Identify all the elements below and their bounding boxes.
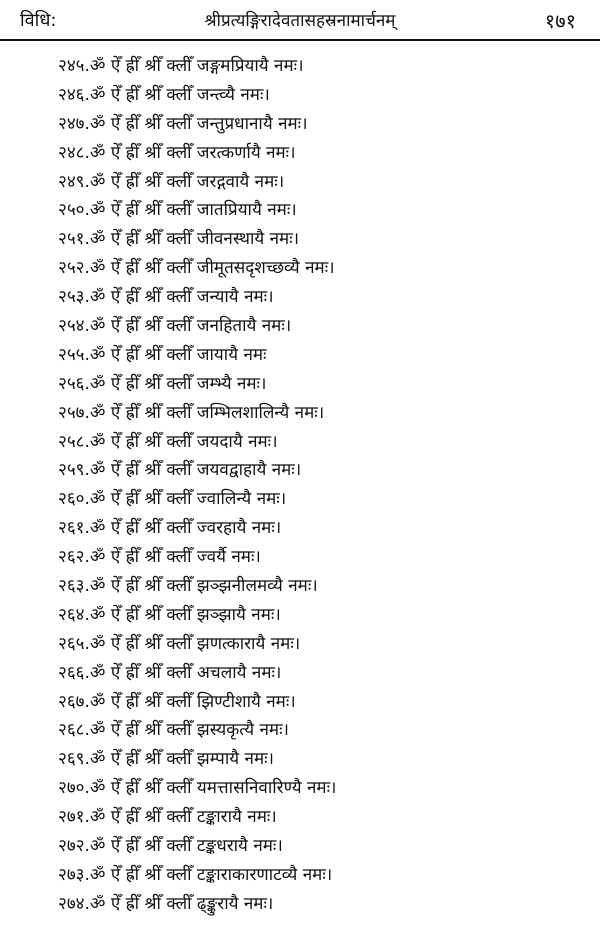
mantra-line: २५०.ॐ ऐँ ह्रीँ श्रीँ क्लीँ जातप्रियायै नमः। xyxy=(58,200,297,221)
mantra-line: २५९.ॐ ऐँ ह्रीँ श्रीँ क्लीँ जयवद्वाहायै नमः। xyxy=(58,460,302,481)
page-header xyxy=(0,0,600,40)
mantra-line: २५४.ॐ ऐँ ह्रीँ श्रीँ क्लीँ जनहितायै नमः। xyxy=(58,316,292,337)
mantra-line: २७०.ॐ ऐँ ह्रीँ श्रीँ क्लीँ यमत्तासनिवारिण्यै नमः। xyxy=(58,778,337,799)
mantra-line: २६०.ॐ ऐँ ह्रीँ श्रीँ क्लीँ ज्वालिन्यै नमः। xyxy=(58,489,287,510)
header-section-label: विधि: xyxy=(20,10,57,31)
mantra-line: २६६.ॐ ऐँ ह्रीँ श्रीँ क्लीँ अचलायै नमः। xyxy=(58,662,282,683)
mantra-line: २५५.ॐ ऐँ ह्रीँ श्रीँ क्लीँ जायायै नमः xyxy=(58,344,267,365)
mantra-line: २४६.ॐ ऐँ ह्रीँ श्रीँ क्लीँ जन्त्व्यै नमः। xyxy=(58,84,270,105)
page-title: श्रीप्रत्यङ्गिरादेवतासहस्रनामार्चनम् xyxy=(204,11,396,31)
mantra-line: २५१.ॐ ऐँ ह्रीँ श्रीँ क्लीँ जीवनस्थायै नमः। xyxy=(58,229,300,250)
mantra-line: २५८.ॐ ऐँ ह्रीँ श्रीँ क्लीँ जयदायै नमः। xyxy=(58,431,278,452)
mantra-line: २४८.ॐ ऐँ ह्रीँ श्रीँ क्लीँ जरत्कर्णायै नमः। xyxy=(58,142,296,163)
mantra-line: २४७.ॐ ऐँ ह्रीँ श्रीँ क्लीँ जन्तुप्रधानायै नमः। xyxy=(58,113,308,134)
mantra-line: २७१.ॐ ऐँ ह्रीँ श्रीँ क्लीँ टङ्कारायै नमः। xyxy=(58,807,277,828)
header-rule xyxy=(0,39,600,41)
mantra-line: २६४.ॐ ऐँ ह्रीँ श्रीँ क्लीँ झञ्झायै नमः। xyxy=(58,604,281,625)
mantra-line: २७३.ॐ ऐँ ह्रीँ श्रीँ क्लीँ टङ्काराकारणाटव्यै नमः। xyxy=(58,864,333,885)
mantra-line: २६९.ॐ ऐँ ह्रीँ श्रीँ क्लीँ झम्पायै नमः। xyxy=(58,749,274,770)
mantra-line: २६३.ॐ ऐँ ह्रीँ श्रीँ क्लीँ झञ्झनीलमव्यै नमः। xyxy=(58,576,318,597)
mantra-line: २६८.ॐ ऐँ ह्रीँ श्रीँ क्लीँ झस्यकृत्यै नमः। xyxy=(58,720,289,741)
mantra-line: २५२.ॐ ऐँ ह्रीँ श्रीँ क्लीँ जीमूतसदृशच्छव्यै नमः। xyxy=(58,258,335,279)
mantra-line: २७४.ॐ ऐँ ह्रीँ श्रीँ क्लीँ ढ्ङ्कुरायै नमः। xyxy=(58,893,274,914)
mantra-line: २५६.ॐ ऐँ ह्रीँ श्रीँ क्लीँ जम्भ्यै नमः। xyxy=(58,373,267,394)
mantra-line: २५७.ॐ ऐँ ह्रीँ श्रीँ क्लीँ जम्भिलशालिन्यै नमः। xyxy=(58,402,325,423)
mantra-line: २६५.ॐ ऐँ ह्रीँ श्रीँ क्लीँ झणत्कारायै नमः। xyxy=(58,633,301,654)
mantra-line: २७२.ॐ ऐँ ह्रीँ श्रीँ क्लीँ टङ्कधरायै नमः। xyxy=(58,836,283,857)
page-number: १७१ xyxy=(544,9,576,33)
mantra-line: २४५.ॐ ऐँ ह्रीँ श्रीँ क्लीँ जङ्गमप्रियायै नमः। xyxy=(58,56,304,76)
mantra-line: २६७.ॐ ऐँ ह्रीँ श्रीँ क्लीँ झिण्टीशायै नमः। xyxy=(58,691,296,712)
mantra-list xyxy=(58,52,588,919)
mantra-line: २६१.ॐ ऐँ ह्रीँ श्रीँ क्लीँ ज्वरहायै नमः। xyxy=(58,518,282,539)
mantra-line: २४९.ॐ ऐँ ह्रीँ श्रीँ क्लीँ जरद्गवायै नमः। xyxy=(58,171,285,192)
mantra-line: २६२.ॐ ऐँ ह्रीँ श्रीँ क्लीँ ज्वर्यै नमः। xyxy=(58,547,261,568)
mantra-line: २५३.ॐ ऐँ ह्रीँ श्रीँ क्लीँ जन्यायै नमः। xyxy=(58,287,274,308)
